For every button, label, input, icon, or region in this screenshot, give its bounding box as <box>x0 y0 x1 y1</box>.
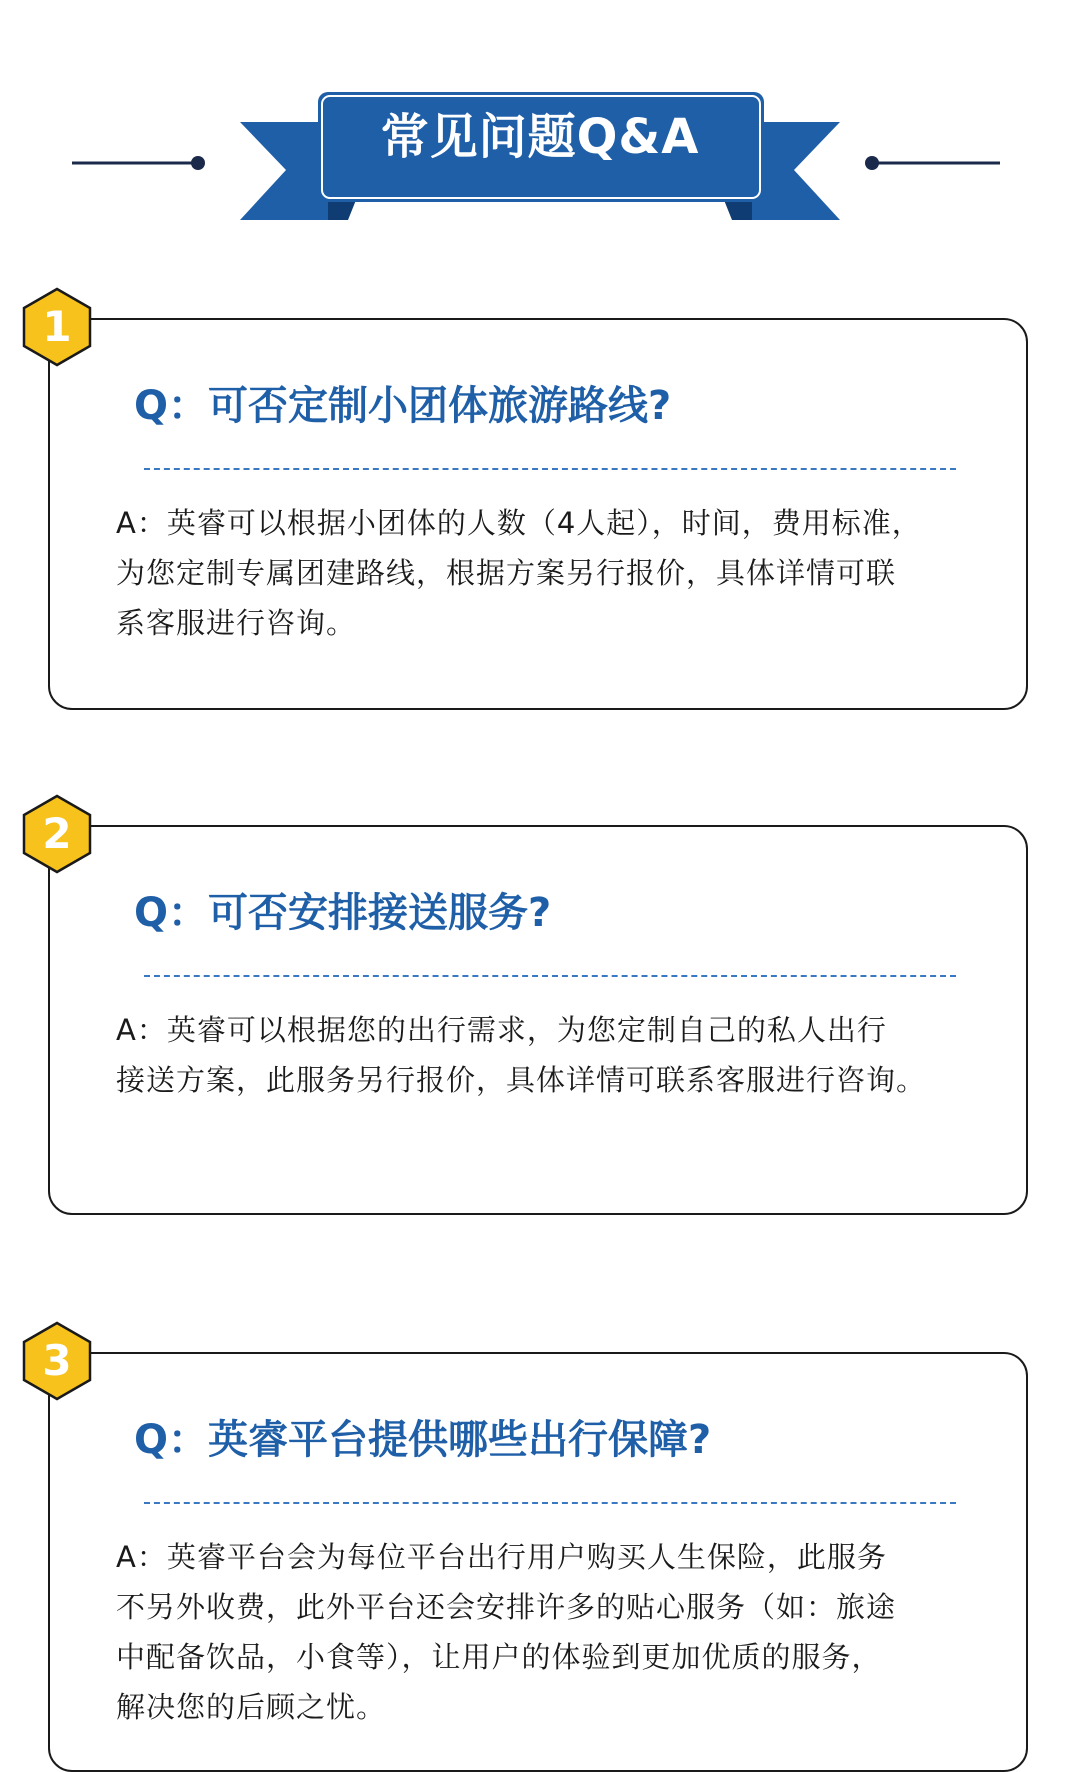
faq-question: Q：可否安排接送服务? <box>134 890 552 936</box>
faq-answer: A：英睿可以根据小团体的人数（4人起），时间，费用标准， 为您定制专属团建路线，根据方案另行报价，具体详情可联 系客服进行咨询。 <box>116 506 922 640</box>
faq-card-2 <box>48 825 1028 1215</box>
faq-number-badge: 3 <box>20 1320 94 1402</box>
faq-header-banner <box>0 0 1080 230</box>
faq-card-3 <box>48 1352 1028 1772</box>
faq-question: Q：英睿平台提供哪些出行保障? <box>134 1417 712 1463</box>
dashed-divider <box>144 468 956 470</box>
faq-number-badge: 1 <box>20 286 94 368</box>
dashed-divider <box>144 975 956 977</box>
dashed-divider <box>144 1502 956 1504</box>
faq-card-1 <box>48 318 1028 710</box>
faq-answer: A：英睿可以根据您的出行需求，为您定制自己的私人出行 接送方案，此服务另行报价，具体详情可联系客服进行咨询。 <box>116 1013 927 1097</box>
faq-answer: A：英睿平台会为每位平台出行用户购买人生保险，此服务 不另外收费，此外平台还会安排许多的贴心服务（如：旅途 中配备饮品，小食等），让用户的体验到更加优质的服务， 解决您的后顾之忧。 <box>116 1540 897 1724</box>
page-title: 常见问题Q&A <box>380 109 700 165</box>
faq-question: Q：可否定制小团体旅游路线? <box>134 383 672 429</box>
faq-number-badge: 2 <box>20 793 94 875</box>
